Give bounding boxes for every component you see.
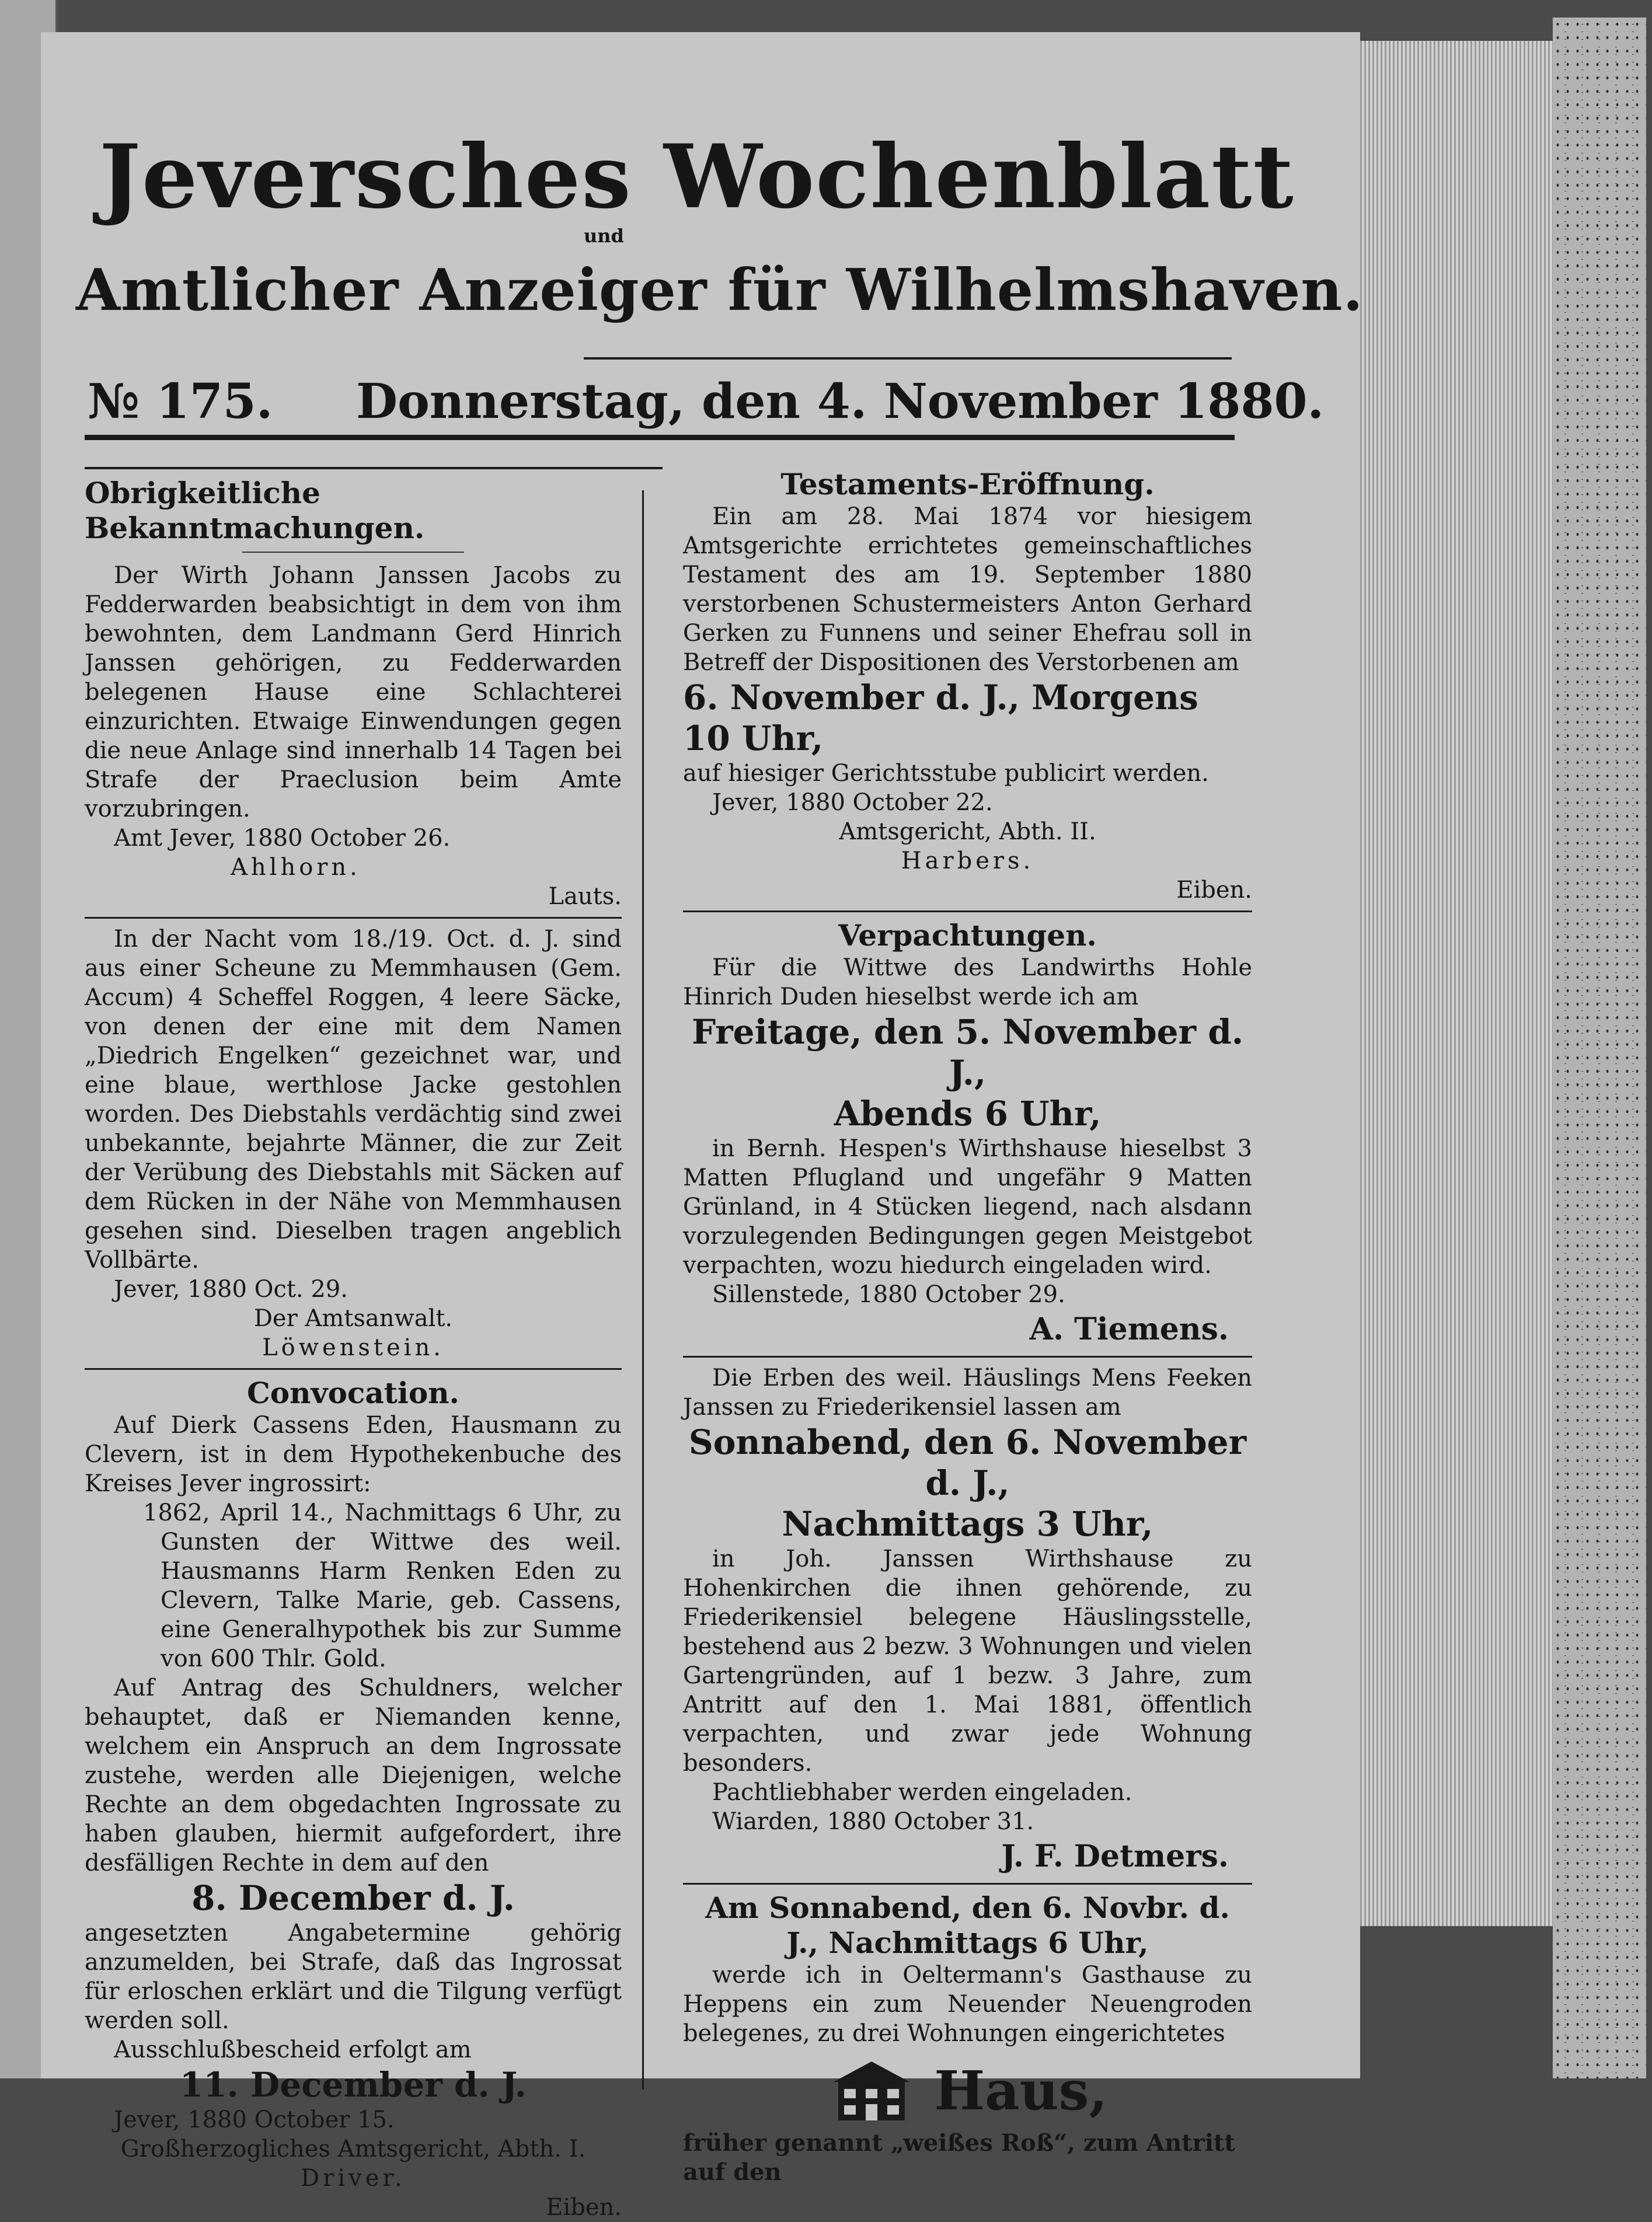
testament-signature: Harbers.: [901, 847, 1034, 874]
notice-2-signature: Löwenstein.: [262, 1334, 444, 1361]
page-edges: [1360, 41, 1553, 1926]
testament-date: 6. November d. J., Morgens 10 Uhr,: [683, 678, 1198, 758]
convocation-text: Auf Antrag des Schuldners, welcher behauptet, daß er Niemanden kenne, welchem ein Anspruch an dem Ingrossate zustehe, werden alle Diejenigen, welche Rechte an dem obgedachten Ingrossate zu haben glauben, hiermit aufgefordert, ihre desfälligen Rechte in dem auf den: [85, 1675, 622, 1876]
lease-place: Sillenstede, 1880 October 29.: [712, 1281, 1065, 1308]
convocation-date-2: 11. December d. J.: [179, 2065, 527, 2105]
header-rule-thick: [85, 435, 1235, 440]
notice-1-place: Amt Jever, 1880 October 26.: [114, 825, 451, 852]
heirs-date-1: Sonnabend, den 6. November d. J.,: [688, 1422, 1247, 1503]
left-column: [85, 476, 622, 2222]
lease-text-2: in Bernh. Hespen's Wirthshause hieselbst 3 Matten Pflugland und ungefähr 9 Matten Grünland, in 4 Stücken liegend, nach alsdann vorzulegenden Bedingungen gegen Meistgebot verpachten, wozu hiedurch eingeladen wird.: [683, 1135, 1252, 1279]
testament-heading: Testaments-Eröffnung.: [780, 467, 1155, 501]
convocation-date-1: 8. December d. J.: [191, 1878, 515, 1918]
convocation-intro: Auf Dierk Cassens Eden, Hausmann zu Clevern, ist in dem Hypothekenbuche des Kreises Jever ingrossirt:: [85, 1412, 622, 1497]
lease-date-1: Freitage, den 5. November d. J.,: [691, 1012, 1244, 1093]
testament-text-2: auf hiesiger Gerichtsstube publicirt werden.: [683, 760, 1209, 787]
divider: [683, 1883, 1252, 1885]
convocation-place: Jever, 1880 October 15.: [114, 2106, 395, 2133]
right-column: [683, 467, 1252, 2187]
convocation-signature-2: Eiben.: [546, 2194, 622, 2221]
heirs-signature: J. F. Detmers.: [1001, 1839, 1229, 1874]
lease-date-2: Abends 6 Uhr,: [834, 1094, 1102, 1133]
masthead-subtitle: Amtlicher Anzeiger für Wilhelmshaven.: [76, 257, 1364, 324]
column-divider: [642, 490, 644, 2090]
lease-heading: Verpachtungen.: [838, 918, 1097, 953]
testament-text: Ein am 28. Mai 1874 vor hiesigem Amtsgerichte errichtetes gemeinschaftliches Testament des am 19. September 1880 verstorbenen Schustermeisters Anton Gerhard Gerken zu Funnens und seiner Ehefrau soll in Betreff der Dispositionen des Verstorbenen am: [683, 503, 1252, 676]
issue-date: Donnerstag, den 4. November 1880.: [356, 374, 1325, 430]
convocation-text-2: angesetzten Angabetermine gehörig anzumelden, bei Strafe, daß das Ingrossat für erloschen erklärt und die Tilgung verfügt werden soll.: [85, 1920, 622, 2034]
divider: [683, 911, 1252, 912]
divider: [683, 1356, 1252, 1358]
auction-heading-2: J., Nachmittags 6 Uhr,: [786, 1925, 1149, 1960]
header-rule-left: [85, 467, 663, 469]
auction-haus-line: [683, 2059, 1252, 2123]
notice-1-signature-2: Lauts.: [548, 883, 622, 910]
book-cover: [1553, 18, 1646, 2078]
divider: [85, 1368, 622, 1370]
divider: [242, 552, 464, 553]
show-through-left: [6, 163, 55, 572]
heirs-place: Wiarden, 1880 October 31.: [712, 1808, 1034, 1835]
testament-place: Jever, 1880 October 22.: [712, 789, 993, 816]
testament-signature-2: Eiben.: [1176, 877, 1252, 904]
convocation-court: Großherzogliches Amtsgericht, Abth. I.: [120, 2136, 586, 2162]
lease-signature: A. Tiemens.: [1029, 1311, 1229, 1347]
auction-text-2: früher genannt „weißes Roß“, zum Antritt auf den: [683, 2129, 1235, 2186]
convocation-entry: 1862, April 14., Nachmittags 6 Uhr, zu Gunsten der Wittwe des weil. Hausmanns Harm Renken Eden zu Clevern, Talke Marie, geb. Cassens, eine Generalhypothek bis zur Summe von 600 Thlr. Gold.: [143, 1499, 622, 1672]
auction-text: werde ich in Oeltermann's Gasthause zu Heppens ein zum Neuender Neuengroden belegenes, zu drei Wohnungen eingerichtetes: [683, 1962, 1252, 2047]
notices-heading: Obrigkeitliche Bekanntmachungen.: [85, 476, 425, 545]
convocation-text-3: Ausschlußbescheid erfolgt am: [114, 2036, 472, 2063]
masthead-title: Jeversches Wochenblatt: [99, 125, 1295, 228]
notice-2-place: Jever, 1880 Oct. 29.: [114, 1276, 348, 1303]
heirs-text: Die Erben des weil. Häuslings Mens Feeken Janssen zu Friederikensiel lassen am: [683, 1365, 1252, 1421]
heirs-text-2: in Joh. Janssen Wirthshause zu Hohenkirchen die ihnen gehörende, zu Friederikensiel belegene Häuslingsstelle, bestehend aus 2 bezw. 3 Wohnungen und vielen Gartengründen, auf 1 bezw. 3 Jahre, zum Antritt auf den 1. Mai 1881, öffentlich verpachten, und zwar jede Wohnung besonders.: [683, 1546, 1252, 1777]
house-icon: [828, 2059, 915, 2123]
masthead-rule: [584, 357, 1232, 360]
notice-2-role: Der Amtsanwalt.: [253, 1305, 453, 1332]
heirs-text-3: Pachtliebhaber werden eingeladen.: [712, 1779, 1132, 1806]
notice-1-text: Der Wirth Johann Janssen Jacobs zu Fedderwarden beabsichtigt in dem von ihm bewohnten, dem Landmann Gerd Hinrich Janssen gehörigen, zu Fedderwarden belegenen Hause eine Schlachterei einzurichten. Etwaige Einwendungen gegen die neue Anlage sind innerhalb 14 Tagen bei Strafe der Praeclusion beim Amte vorzubringen.: [85, 562, 622, 822]
auction-heading-1: Am Sonnabend, den 6. Novbr. d.: [705, 1890, 1230, 1925]
convocation-signature: Driver.: [301, 2165, 406, 2192]
testament-court: Amtsgericht, Abth. II.: [839, 818, 1096, 845]
notice-2-text: In der Nacht vom 18./19. Oct. d. J. sind aus einer Scheune zu Memmhausen (Gem. Accum) 4 Scheffel Roggen, 4 leere Säcke, von denen der eine mit dem Namen „Diedrich Engelken“ gezeichnet war, und eine blaue, werthlose Jacke gestohlen worden. Des Diebstahls verdächtig sind zwei unbekannte, bejahrte Männer, die zur Zeit der Verübung des Diebstahls mit Säcken auf dem Rücken in der Nähe von Memmhausen gesehen sind. Dieselben tragen angeblich Vollbärte.: [85, 926, 622, 1274]
auction-haus: Haus,: [934, 2059, 1108, 2122]
masthead-und: und: [584, 225, 624, 247]
convocation-heading: Convocation.: [247, 1376, 459, 1410]
lease-text: Für die Wittwe des Landwirths Hohle Hinrich Duden hieselbst werde ich am: [683, 954, 1252, 1010]
issue-number: № 175.: [88, 374, 273, 430]
notice-1-signature: Ahlhorn.: [231, 854, 361, 881]
heirs-date-2: Nachmittags 3 Uhr,: [782, 1504, 1153, 1544]
divider: [85, 917, 622, 919]
